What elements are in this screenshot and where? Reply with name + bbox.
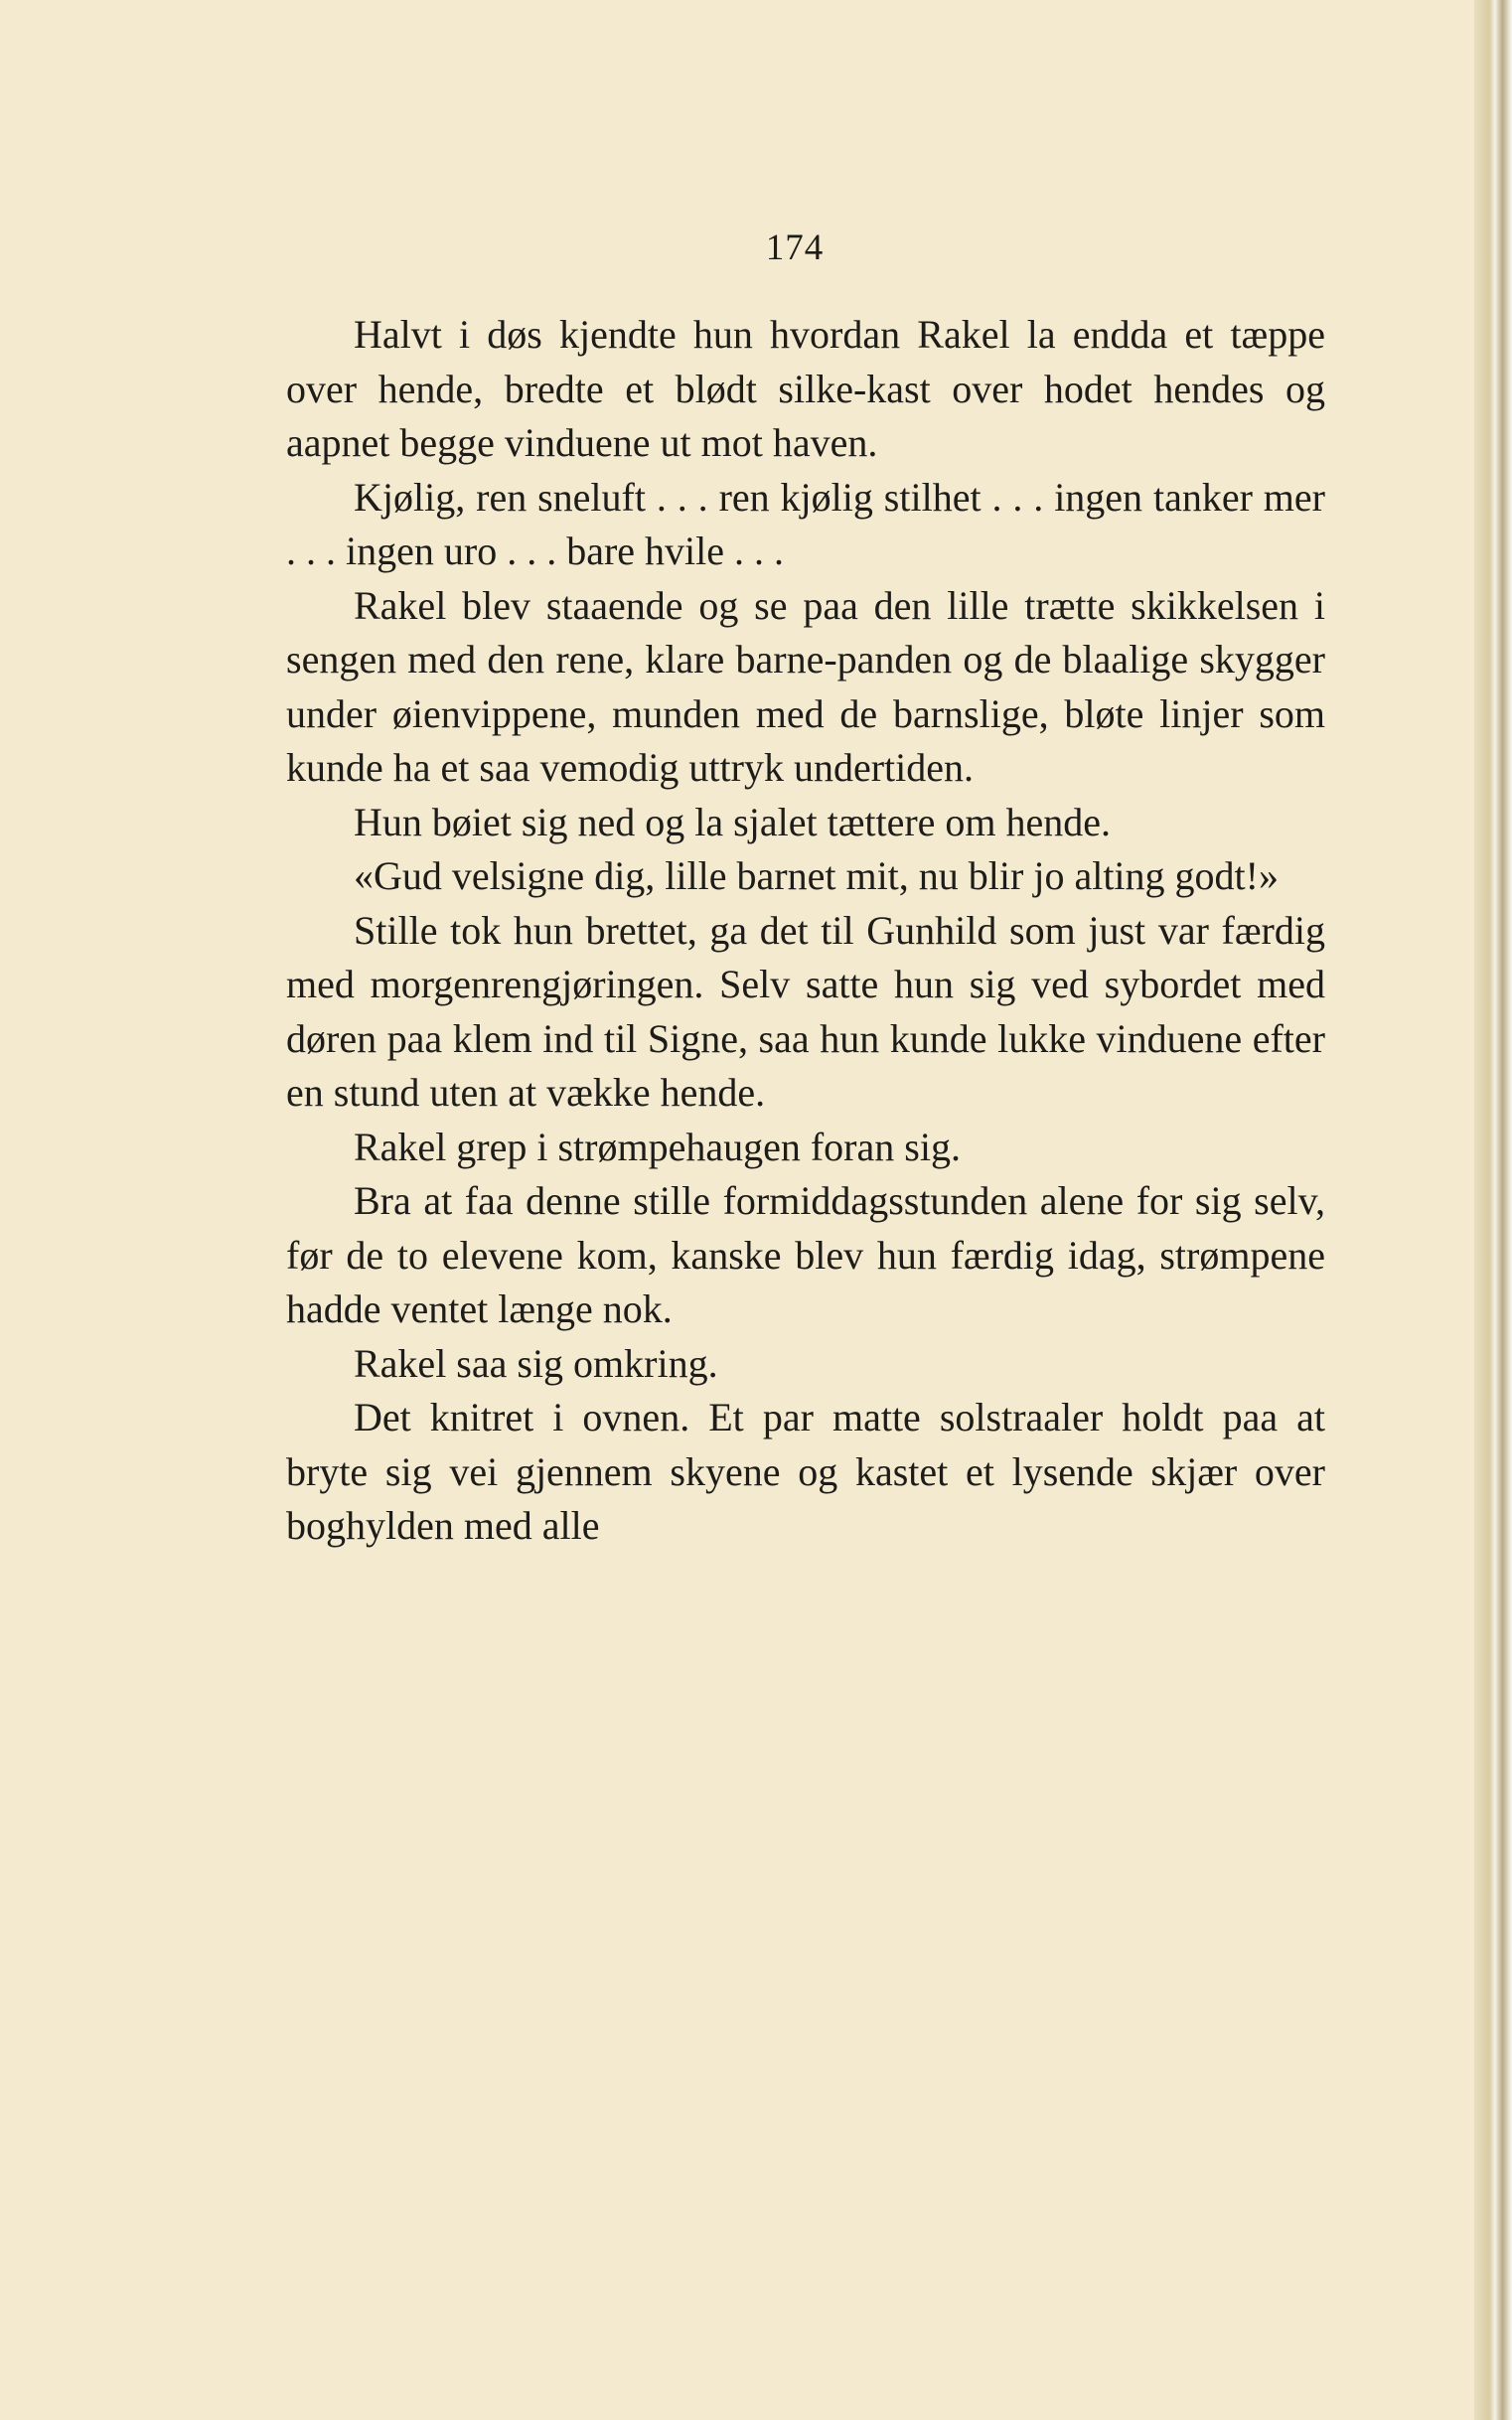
body-text	[286, 308, 1325, 1554]
paragraph: Rakel blev staaende og se paa den lille trætte skikkelsen i sengen med den rene, klare barne-panden og de blaalige skygger under øienvippene, munden med de barnslige, bløte linjer som kunde ha et saa vemodig uttryk undertiden.	[286, 582, 1325, 790]
paragraph: Stille tok hun brettet, ga det til Gunhild som just var færdig med morgenrengjøringen. Selv satte hun sig ved sybordet med døren paa klem ind til Signe, saa hun kunde lukke vinduene efter en stund uten at vække hende.	[286, 907, 1325, 1115]
page-edge	[1474, 0, 1512, 2420]
paragraph: Det knitret i ovnen. Et par matte solstraaler holdt paa at bryte sig vei gjennem skyene og kastet et lysende skjær over boghylden med alle	[286, 1395, 1325, 1548]
paragraph: Kjølig, ren sneluft . . . ren kjølig stilhet . . . ingen tanker mer . . . ingen uro . . . bare hvile . . .	[286, 474, 1325, 573]
page-number: 174	[765, 227, 825, 268]
paragraph: Bra at faa denne stille formiddagsstunden alene for sig selv, før de to elevene kom, kanske blev hun færdig idag, strømpene hadde ventet længe nok.	[286, 1178, 1325, 1331]
paragraph: Rakel grep i strømpehaugen foran sig.	[354, 1124, 961, 1169]
paragraph: Halvt i døs kjendte hun hvordan Rakel la endda et tæppe over hende, bredte et blødt silke-kast over hodet hendes og aapnet begge vinduene ut mot haven.	[286, 312, 1325, 465]
paragraph: «Gud velsigne dig, lille barnet mit, nu blir jo alting godt!»	[354, 853, 1279, 898]
paragraph: Rakel saa sig omkring.	[354, 1340, 718, 1386]
paragraph: Hun bøiet sig ned og la sjalet tættere om hende.	[354, 799, 1112, 844]
